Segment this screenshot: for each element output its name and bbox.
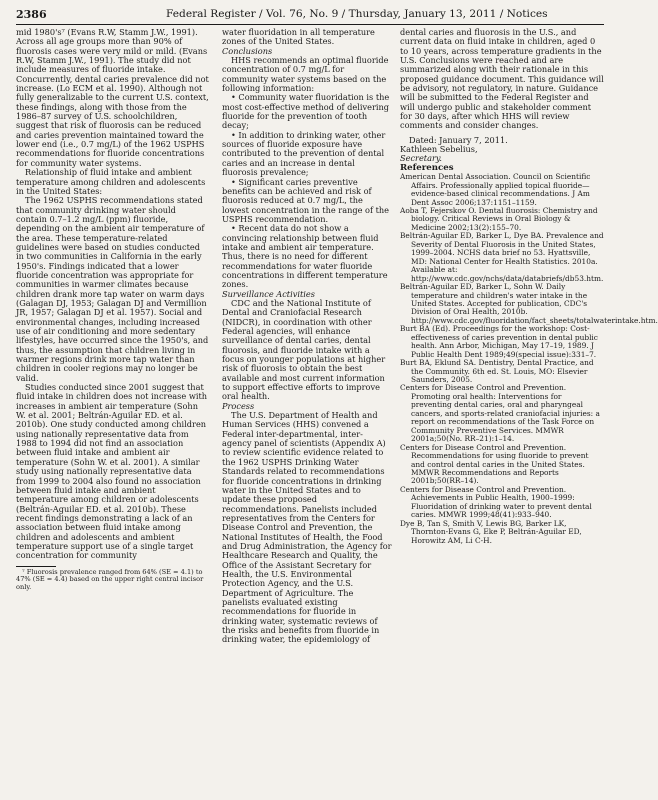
page-header [16,4,604,25]
reference-entry: Burt BA, Eklund SA. Dentistry, Dental Practice, and the Community. 6th ed. St. Louis, MO: Elsevier Saunders, 2005. [400,358,594,385]
section-heading-conclusions: Conclusions [222,45,273,56]
reference-entry: Beltrán-Aguilar ED, Barker L, Sohn W. Daily temperature and children's water intake in the United States. Accepted for publication, CDC's Division of Oral Health, 2010b. http://www.cdc.gov/fluoridation/fact_sheets/totalwaterintake.htm. [400,282,658,325]
paragraph: The 1962 USPHS recommendations stated that community drinking water should contain 0.7–1.2 mg/L (ppm) fluoride, depending on the ambient air temperature of the area. These temperature-related guidelines were based on studies conducted in two communities in California in the early 1950's. Findings indicated that a lower fluoride concentration was appropriate for communities in warmer climates because children drank more tap water on warm days (Galagan DJ, 1953; Galagan DJ and Vermillion JR, 1957; Galagan DJ et al. 1957). Social and environmental changes, including increased use of air conditioning and more sedentary lifestyles, have occurred since the 1950's, and thus, the assumption that children living in warmer regions drink more tap water than children in cooler regions may no longer be valid. [16,195,209,383]
bullet-item: • Community water fluoridation is the most cost-effective method of delivering fluoride for the prevention of tooth decay; [222,92,390,131]
section-heading-process: Process [222,400,255,411]
page-number: 2386 [16,8,47,21]
paragraph: dental caries and fluorosis in the U.S., and current data on fluid intake in children, aged 0 to 10 years, across temperature gradients in the U.S. Conclusions were reached and are summarized along with their rationale in this proposed guidance document. This guidance will be advisory, not regulatory, in nature. Guidance will be submitted to the Federal Register and will undergo public and stakeholder comment for 30 days, after which HHS will review comments and consider changes. [400,27,604,131]
bullet-item: • Significant caries preventive benefits can be achieved and risk of fluorosis reduced at 0.7 mg/L, the lowest concentration in the range of the USPHS recommendation. [222,176,390,224]
reference-entry: Burt BA (Ed). Proceedings for the workshop: Cost-effectiveness of caries prevention in dental public health. Ann Arbor, Michigan, May 17–19, 1989. J Public Health Dent 1989;49(special issue):331–7. [400,324,598,359]
bullet-item: • In addition to drinking water, other sources of fluoride exposure have contributed to the prevention of dental caries and an increase in dental fluorosis prevalence; [222,129,386,178]
paragraph: HHS recommends an optimal fluoride concentration of 0.7 mg/L for community water systems based on the following information: [222,55,389,94]
references-heading: References [400,162,454,173]
running-title: Federal Register / Vol. 76, No. 9 / Thursday, January 13, 2011 / Notices [166,8,548,20]
signer-name: Kathleen Sebelius, [400,144,478,155]
reference-entry: Aoba T, Fejerskov O. Dental fluorosis: Chemistry and biology. Critical Reviews in Oral Biology & Medicine 2002;13(2):155–70. [400,205,598,232]
paragraph: water fluoridation in all temperature zones of the United States. [222,27,375,47]
paragraph: The U.S. Department of Health and Human Services (HHS) convened a Federal inter-departmental, inter-agency panel of scientists (Appendix A) to review scientific evidence related to the 1962 USPHS Drinking Water Standards related to recommendations for fluoride concentrations in drinking water in the United States and to update these proposed recommendations. Panelists included representatives from the Centers for Disease Control and Prevention, the National Institutes of Health, the Food and Drug Administration, the Agency for Healthcare Research and Quality, the Office of the Assistant Secretary for Health, the U.S. Environmental Protection Agency, and the U.S. Department of Agriculture. The panelists evaluated existing recommendations for fluoride in drinking water, systematic reviews of the risks and benefits from fluoride in drinking water, the epidemiology of [222,410,392,645]
bullet-item: • Recent data do not show a convincing relationship between fluid intake and ambient air temperature. Thus, there is no need for different recommendations for water fluoride concentrations in different temperature zones. [222,223,388,290]
signature-date: Dated: January 7, 2011. [409,134,508,145]
reference-entry: American Dental Association. Council on Scientific Affairs. Professionally applied topical fluoride—evidence-based clinical recommendations. J Am Dent Assoc 2006;137:1151–1159. [400,172,591,207]
column-left [16,28,209,591]
reference-entry: Centers for Disease Control and Prevention. Promoting oral health: Interventions for preventing dental caries, oral and pharyngeal cancers, and sports-related craniofacial injuries: a report on recommendations of the Task Force on Community Preventive Services. MMWR 2001a;50(No. RR–21):1–14. [400,383,600,444]
footnote-rule [16,566,56,567]
signer-title: Secretary. [400,153,443,164]
reference-entry: Dye B, Tan S, Smith V, Lewis BG, Barker LK, Thornton-Evans G, Eke P, Beltrán-Aguilar ED, Horowitz AM, Li C-H. [400,518,582,545]
column-right [400,27,658,545]
paragraph-subhead: Relationship of fluid intake and ambient temperature among children and adolescents in the United States: [16,167,206,196]
paragraph: Studies conducted since 2001 suggest that fluid intake in children does not increase with increases in ambient air temperature (Sohn W. et al. 2001; Beltrán-Aguilar ED. et al. 2010b). One study conducted among children using nationally representative data from 1988 to 1994 did not find an association between fluid intake and ambient air temperature (Sohn W. et al. 2001). A similar study using nationally representative data from 1999 to 2004 also found no association between fluid intake and ambient temperature among children or adolescents (Beltrán-Aguilar ED. et al. 2010b). These recent findings demonstrating a lack of an association between fluid intake among children and adolescents and ambient temperature support use of a single target concentration for community [16,382,208,561]
reference-entry: Centers for Disease Control and Prevention. Recommendations for using fluoride to prevent and control dental caries in the United States. MMWR Recommendations and Reports 2001b;50(RR–14). [400,442,589,486]
footnote: ⁷ Fluorosis prevalence ranged from 64% (SE = 4.1) to 47% (SE = 4.4) based on the upper right central incisor only. [16,567,204,591]
reference-entry: Centers for Disease Control and Prevention. Achievements in Public Health, 1900–1999: Fluoridation of drinking water to prevent dental caries. MMWR 1999;48(41):933–940. [400,484,592,520]
section-heading-surveillance: Surveillance Activities [222,288,315,299]
column-middle [222,28,392,645]
paragraph: CDC and the National Institute of Dental and Craniofacial Research (NIDCR), in coordination with other Federal agencies, will enhance surveillance of dental caries, dental fluorosis, and fluoride intake with a focus on younger populations at higher risk of fluorosis to obtain the best available and most current information to support effective efforts to improve oral health. [222,297,386,402]
paragraph: mid 1980's⁷ (Evans R.W, Stamm J.W., 1991). Across all age groups more than 90% of fluorosis cases were very mild or mild. (Evans R.W, Stamm J.W., 1991). The study did not include measures of fluoride intake. Concurrently, dental caries prevalence did not increase. (Lo ECM et al. 1990). Although not fully generalizable to the current U.S. context, these findings, along with those from the 1986–87 survey of U.S. schoolchildren, suggest that risk of fluorosis can be reduced and caries prevention maintained toward the lower end (i.e., 0.7 mg/L) of the 1962 USPHS recommendations for fluoride concentrations for community water systems. [16,27,209,168]
reference-entry: Beltrán-Aguilar ED, Barker L, Dye BA. Prevalence and Severity of Dental Fluorosis in the United States, 1999–2004. NCHS data brief no 53. Hyattsville, MD: National Center for Health Statistics. 2010a. Available at: http://www.cdc.gov/nchs/data/databriefs/db53.htm. [400,231,604,283]
